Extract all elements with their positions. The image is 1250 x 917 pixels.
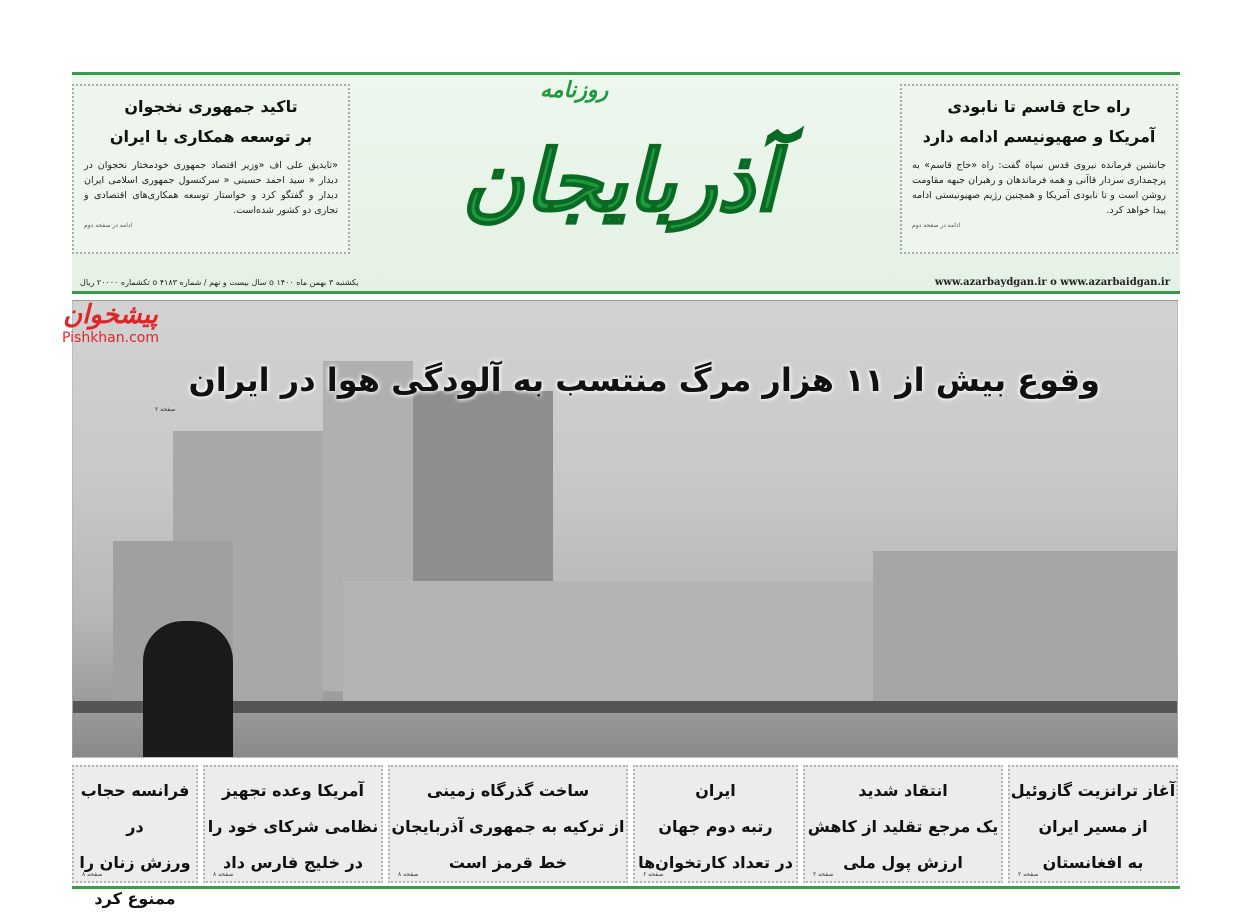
teaser-line: ورزش زنان را (79, 853, 191, 872)
teaser-line: انتقاد شدید (858, 781, 948, 800)
page-reference: صفحه ۸ (82, 871, 103, 878)
teaser-line: از ترکیه به جمهوری آذربایجان (391, 817, 625, 836)
page-reference: صفحه ۶ (643, 871, 664, 878)
teaser-line: از مسیر ایران (1038, 817, 1148, 836)
teaser-box[interactable] (203, 765, 383, 883)
page-reference: صفحه ۲ (813, 871, 834, 878)
teaser-line: ساخت گذرگاه زمینی (426, 781, 590, 800)
masthead-left-teaser[interactable] (72, 84, 350, 254)
teaser-line: فرانسه حجاب در (80, 781, 190, 836)
logo-sub: روزنامه (540, 78, 609, 103)
page-reference: صفحه ۸ (398, 871, 419, 878)
teaser-box[interactable] (803, 765, 1003, 883)
continued-note: ادامه در صفحه دوم (912, 222, 961, 229)
teaser-title: بر توسعه همکاری با ایران (109, 127, 313, 146)
teaser-line: یک مرجع تقلید از کاهش (807, 817, 999, 836)
teaser-title: راه حاج قاسم تا نابودی (947, 97, 1131, 116)
continued-note: ادامه در صفحه دوم (84, 222, 133, 229)
logo-name: آذربایجان (462, 131, 778, 230)
teaser-box[interactable] (388, 765, 628, 883)
teaser-line: ممنوع کرد (94, 889, 176, 908)
teaser-line: رتبه دوم جهان (658, 817, 773, 836)
page-reference: صفحه ۸ (213, 871, 234, 878)
teaser-line: ارزش پول ملی (843, 853, 963, 872)
watermark-en: Pishkhan.com (62, 330, 159, 346)
watermark-fa: پیشخوان (63, 300, 158, 330)
teaser-line: نظامی شرکای خود را (207, 817, 379, 836)
masthead-right-teaser[interactable] (900, 84, 1178, 254)
teaser-line: آغاز ترانزیت گازوئیل (1010, 781, 1176, 800)
issue-info: یکشنبه ۳ بهمن ماه ۱۴۰۰ ο سال بیست و نهم / شماره ۴۱۸۳ ο تکشماره ۲۰۰۰۰ ریال (80, 278, 359, 287)
teaser-title: تاکید جمهوری نخجوان (124, 97, 298, 116)
pishkhan-watermark (62, 300, 159, 346)
website-links[interactable]: www.azarbaydgan.ir ο www.azarbaidgan.ir (934, 277, 1170, 288)
newspaper-logo (420, 76, 820, 276)
page-reference: صفحه ۲ (155, 406, 176, 413)
teaser-body: جانشین فرمانده نیروی قدس سپاه گفت: راه «حاج قاسم» به پرچمداری سردار قاآنی و همه فرماندهان و رهبران جبهه مقاومت روشن است و تا نابودی آمریکا و همچنین رژیم صهیونیستی ادامه پیدا خواهد کرد. (912, 160, 1166, 216)
teaser-line: ایران (695, 781, 736, 800)
teaser-box[interactable] (633, 765, 798, 883)
page-reference: صفحه ۲ (1018, 871, 1039, 878)
main-headline[interactable]: وقوع بیش از ۱۱ هزار مرگ منتسب به آلودگی هوا در ایران (188, 361, 1100, 399)
teaser-box[interactable] (1008, 765, 1178, 883)
teaser-line: خط قرمز است (448, 853, 568, 872)
teaser-line: در خلیج فارس داد (223, 853, 363, 872)
teaser-box[interactable] (72, 765, 198, 908)
teaser-body: «تایدیق علی اف «وزیر اقتصاد جمهوری خودمختار نخجوان در دیدار « سید احمد حسینی « سرکنسول جمهوری اسلامی ایران دیدار و گفتگو کرد و خواستار توسعه همکاری‌های اقتصادی و تجاری دو کشور شده‌است. (84, 160, 338, 216)
teaser-line: در تعداد کارتخوان‌ها (638, 853, 793, 872)
teaser-line: آمریکا وعده تجهیز (222, 781, 364, 800)
teaser-line: به افغانستان (1042, 853, 1144, 872)
bottom-rule (72, 886, 1180, 889)
teaser-title: آمریکا و صهیونیسم ادامه دارد (922, 127, 1156, 146)
